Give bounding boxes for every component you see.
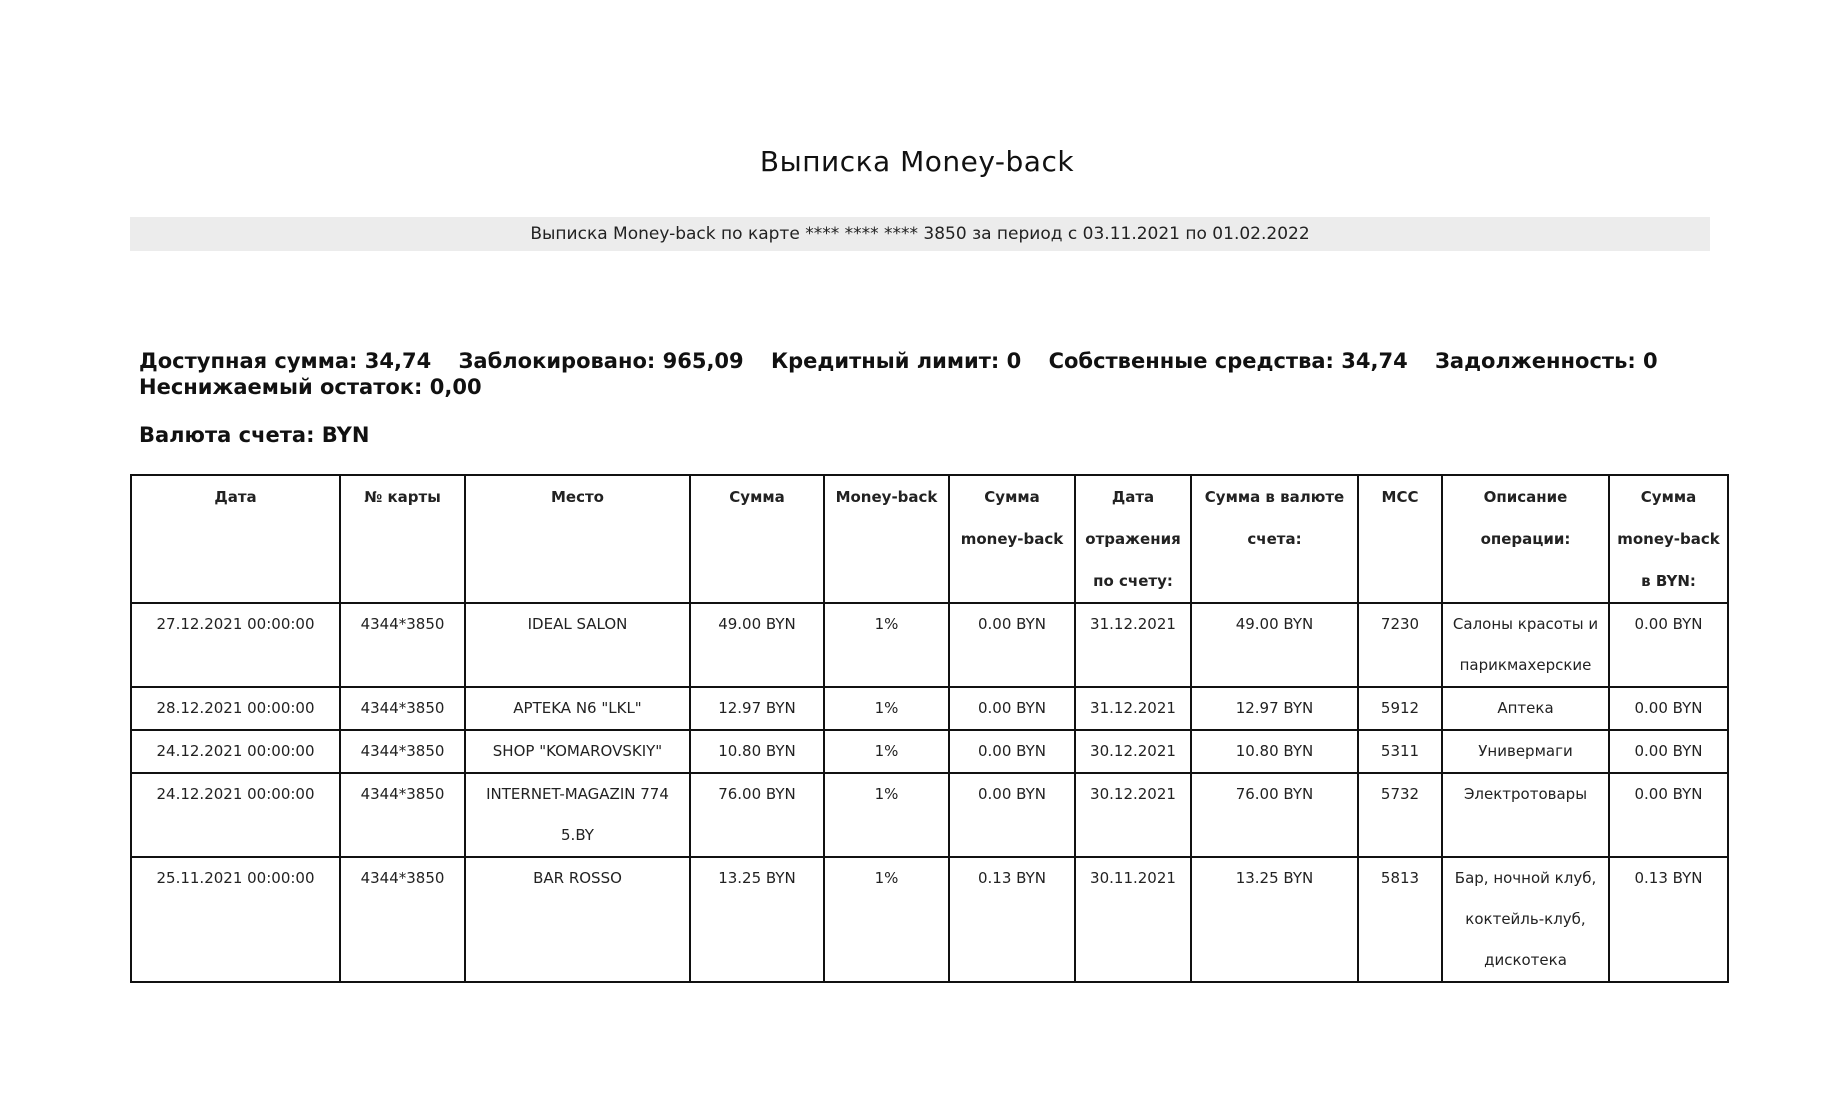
cell-posting-date: 30.12.2021	[1075, 730, 1191, 773]
credit-limit: Кредитный лимит: 0	[770, 349, 1022, 373]
cell-date: 28.12.2021 00:00:00	[131, 687, 340, 730]
debt-amount: Задолженность: 0	[1435, 349, 1658, 373]
cell-account-currency-amount: 49.00 BYN	[1191, 603, 1358, 687]
table-row	[131, 773, 1728, 857]
cell-place: APTEKA N6 "LKL"	[465, 687, 690, 730]
blocked-amount: Заблокировано: 965,09	[458, 349, 744, 373]
cell-account-currency-amount: 10.80 BYN	[1191, 730, 1358, 773]
available-amount: Доступная сумма: 34,74	[139, 349, 432, 373]
cell-description: Универмаги	[1442, 730, 1609, 773]
cell-card-number: 4344*3850	[340, 857, 465, 982]
cell-description: Бар, ночной клуб, коктейль-клуб, дискотека	[1442, 857, 1609, 982]
cell-date: 27.12.2021 00:00:00	[131, 603, 340, 687]
col-header-money-back: Money-back	[824, 475, 949, 603]
col-header-description: Описание операции:	[1442, 475, 1609, 603]
col-header-place: Место	[465, 475, 690, 603]
cell-mcc: 5912	[1358, 687, 1442, 730]
col-header-money-back-byn: Сумма money-back в BYN:	[1609, 475, 1728, 603]
cell-money-back: 1%	[824, 857, 949, 982]
table-row	[131, 603, 1728, 687]
cell-amount: 12.97 BYN	[690, 687, 824, 730]
cell-account-currency-amount: 13.25 BYN	[1191, 857, 1358, 982]
cell-amount: 76.00 BYN	[690, 773, 824, 857]
cell-money-back: 1%	[824, 687, 949, 730]
cell-card-number: 4344*3850	[340, 603, 465, 687]
cell-date: 24.12.2021 00:00:00	[131, 730, 340, 773]
cell-posting-date: 31.12.2021	[1075, 603, 1191, 687]
cell-description: Салоны красоты и парикмахерские	[1442, 603, 1609, 687]
cell-mcc: 5311	[1358, 730, 1442, 773]
cell-posting-date: 31.12.2021	[1075, 687, 1191, 730]
table-row	[131, 730, 1728, 773]
col-header-account-currency-amount: Сумма в валюте счета:	[1191, 475, 1358, 603]
cell-amount: 49.00 BYN	[690, 603, 824, 687]
cell-money-back-amount: 0.00 BYN	[949, 603, 1075, 687]
statement-period-bar: Выписка Money-back по карте **** **** **** 3850 за период с 03.11.2021 по 01.02.2022	[130, 217, 1710, 251]
cell-money-back: 1%	[824, 773, 949, 857]
cell-posting-date: 30.11.2021	[1075, 857, 1191, 982]
cell-money-back-byn: 0.00 BYN	[1609, 730, 1728, 773]
col-header-amount: Сумма	[690, 475, 824, 603]
col-header-posting-date: Дата отражения по счету:	[1075, 475, 1191, 603]
cell-money-back-byn: 0.13 BYN	[1609, 857, 1728, 982]
cell-description: Электротовары	[1442, 773, 1609, 857]
col-header-money-back-amount: Сумма money-back	[949, 475, 1075, 603]
table-row	[131, 687, 1728, 730]
cell-money-back-amount: 0.00 BYN	[949, 687, 1075, 730]
table-header-row	[131, 475, 1728, 603]
cell-date: 24.12.2021 00:00:00	[131, 773, 340, 857]
cell-amount: 13.25 BYN	[690, 857, 824, 982]
cell-money-back: 1%	[824, 603, 949, 687]
col-header-mcc: MCC	[1358, 475, 1442, 603]
cell-mcc: 7230	[1358, 603, 1442, 687]
cell-money-back-amount: 0.13 BYN	[949, 857, 1075, 982]
account-currency: Валюта счета: BYN	[139, 423, 370, 447]
cell-money-back-amount: 0.00 BYN	[949, 773, 1075, 857]
cell-money-back-amount: 0.00 BYN	[949, 730, 1075, 773]
cell-money-back-byn: 0.00 BYN	[1609, 773, 1728, 857]
col-header-card-number: № карты	[340, 475, 465, 603]
cell-account-currency-amount: 76.00 BYN	[1191, 773, 1358, 857]
cell-mcc: 5732	[1358, 773, 1442, 857]
cell-money-back: 1%	[824, 730, 949, 773]
own-funds: Собственные средства: 34,74	[1048, 349, 1408, 373]
cell-card-number: 4344*3850	[340, 687, 465, 730]
page-title: Выписка Money-back	[759, 145, 1075, 178]
cell-place: IDEAL SALON	[465, 603, 690, 687]
balance-summary	[139, 348, 1699, 400]
cell-mcc: 5813	[1358, 857, 1442, 982]
table-row	[131, 857, 1728, 982]
transactions-table	[130, 474, 1729, 983]
cell-account-currency-amount: 12.97 BYN	[1191, 687, 1358, 730]
cell-card-number: 4344*3850	[340, 730, 465, 773]
cell-amount: 10.80 BYN	[690, 730, 824, 773]
cell-money-back-byn: 0.00 BYN	[1609, 687, 1728, 730]
cell-place: SHOP "KOMAROVSKIY"	[465, 730, 690, 773]
cell-date: 25.11.2021 00:00:00	[131, 857, 340, 982]
col-header-date: Дата	[131, 475, 340, 603]
cell-place: INTERNET-MAGAZIN 774 5.BY	[465, 773, 690, 857]
cell-card-number: 4344*3850	[340, 773, 465, 857]
cell-posting-date: 30.12.2021	[1075, 773, 1191, 857]
min-balance: Неснижаемый остаток: 0,00	[139, 375, 482, 399]
cell-money-back-byn: 0.00 BYN	[1609, 603, 1728, 687]
cell-description: Аптека	[1442, 687, 1609, 730]
cell-place: BAR ROSSO	[465, 857, 690, 982]
